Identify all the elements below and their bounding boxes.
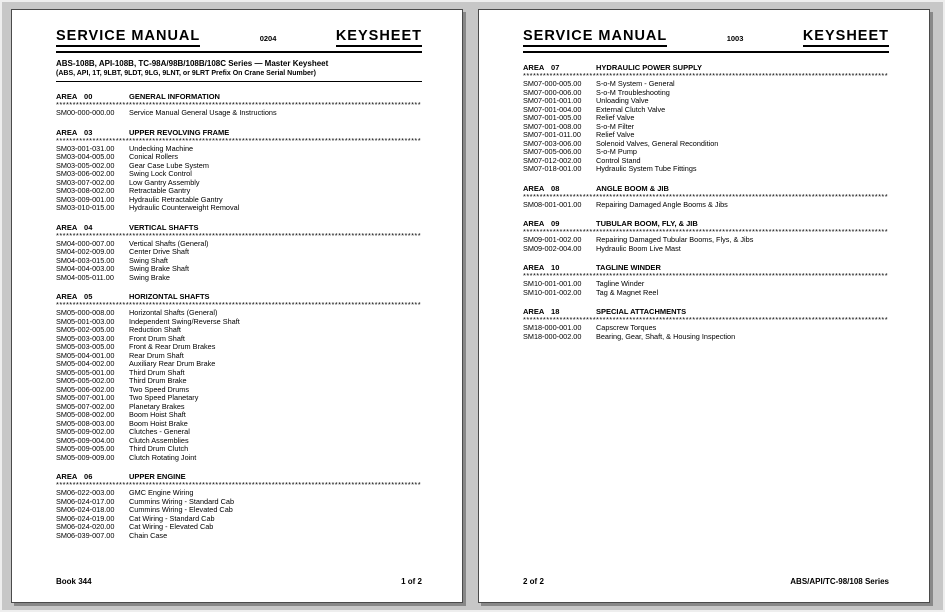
document-subtitle: (ABS, API, 1T, 9LBT, 9LDT, 9LG, 9LNT, or 9LRT Prefix On Crane Serial Number): [56, 70, 316, 77]
entry-description: Service Manual General Usage & Instructions: [129, 108, 277, 117]
entry-code: SM08-001-001.00: [523, 199, 582, 209]
entry-description: Clutches - General: [129, 427, 190, 436]
entry-description: Hydraulic System Tube Fittings: [596, 164, 697, 173]
section: [56, 472, 422, 540]
entry-code: SM07-001-005.00: [523, 113, 582, 122]
section-header: [56, 128, 422, 137]
entry-code: SM06-024-019.00: [56, 513, 115, 523]
section: [56, 92, 422, 118]
keysheet-heading: KEYSHEET: [803, 28, 889, 47]
entry-description: Low Gantry Assembly: [129, 177, 200, 187]
entry-description: Front Drum Shaft: [129, 333, 185, 343]
entry-code: SM00-000-000.00: [56, 108, 115, 117]
footer-page-number: 2 of 2: [523, 577, 544, 586]
entry-code: SM05-007-001.00: [56, 393, 115, 402]
entry-description: Relief Valve: [596, 113, 635, 122]
entry-description: Solenoid Valves, General Recondition: [596, 138, 719, 148]
entry-code: SM09-001-002.00: [523, 235, 582, 244]
entry-description: Repairing Damaged Angle Booms & Jibs: [596, 199, 728, 209]
entry-description: Swing Shaft: [129, 255, 168, 265]
entry-description: Tagline Winder: [596, 279, 645, 288]
entry-description: Conical Rollers: [129, 152, 179, 161]
section-header: [56, 472, 422, 481]
entry-code: SM09-002-004.00: [523, 243, 582, 253]
entry-code: SM04-004-003.00: [56, 264, 115, 273]
entry-code: SM05-008-002.00: [56, 410, 115, 419]
section-title: HORIZONTAL SHAFTS: [129, 292, 210, 301]
area-label: AREA 10: [523, 263, 560, 272]
section-header: [523, 263, 889, 272]
entry-description: Bearing, Gear, Shaft, & Housing Inspection: [596, 331, 736, 341]
section: [523, 307, 889, 341]
entry-row: [56, 532, 422, 541]
entry-description: Gear Case Lube System: [129, 160, 209, 170]
section-header: [523, 184, 889, 193]
entry-description: Reduction Shaft: [129, 325, 181, 334]
entry-description: Clutch Rotating Joint: [129, 452, 197, 462]
entry-code: SM05-000-008.00: [56, 308, 115, 317]
entry-description: S-o-M Filter: [596, 121, 635, 131]
entry-description: S-o-M Pump: [596, 147, 637, 156]
entry-code: SM03-004-005.00: [56, 152, 115, 161]
entry-row: [56, 454, 422, 463]
page-header: [56, 28, 422, 47]
entry-description: Auxiliary Rear Drum Brake: [129, 359, 216, 368]
entry-description: Boom Hoist Shaft: [129, 410, 186, 419]
entry-code: SM07-001-011.00: [523, 130, 581, 139]
entry-code: SM03-007-002.00: [56, 177, 115, 187]
service-manual-heading: SERVICE MANUAL: [523, 28, 667, 47]
entry-description: Boom Hoist Brake: [129, 418, 188, 428]
title-rule: [56, 81, 422, 82]
entry-description: Undecking Machine: [129, 143, 194, 153]
entry-description: S-o-M System - General: [596, 79, 675, 88]
page-code: 0204: [259, 34, 277, 43]
entry-description: Cat Wiring - Elevated Cab: [129, 522, 214, 531]
page-2-content: [479, 10, 929, 602]
section-title: HYDRAULIC POWER SUPPLY: [596, 63, 702, 72]
footer-series-label: ABS/API/TC-98/108 Series: [790, 577, 889, 586]
entry-code: SM05-003-005.00: [56, 342, 115, 351]
keysheet-heading: KEYSHEET: [336, 28, 422, 47]
entry-code: SM03-010-015.00: [56, 203, 115, 212]
section-title: UPPER ENGINE: [129, 472, 186, 481]
section: [523, 63, 889, 174]
area-label: AREA 06: [56, 472, 93, 481]
section: [523, 263, 889, 297]
section-title: GENERAL INFORMATION: [129, 92, 220, 101]
entry-code: SM06-039-007.00: [56, 530, 115, 540]
entry-code: SM06-022-003.00: [56, 488, 115, 497]
page-code: 1003: [726, 34, 744, 43]
section: [56, 128, 422, 213]
page-1: [11, 9, 463, 603]
area-label: AREA 03: [56, 127, 93, 137]
entry-description: Hydraulic Retractable Gantry: [129, 194, 223, 204]
entry-description: Chain Case: [129, 530, 168, 540]
entry-description: Clutch Assemblies: [129, 435, 189, 445]
entry-code: SM05-007-002.00: [56, 401, 115, 411]
entry-description: Vertical Shafts (General): [129, 238, 209, 248]
entry-code: SM07-012-002.00: [523, 155, 582, 165]
entry-code: SM07-001-001.00: [523, 96, 582, 105]
entry-description: Swing Lock Control: [129, 169, 192, 178]
page-footer: [56, 577, 422, 586]
entry-row: [523, 333, 889, 342]
entry-code: SM05-002-005.00: [56, 325, 115, 334]
page-1-content: [12, 10, 462, 602]
entry-description: Third Drum Clutch: [129, 444, 189, 453]
section: [56, 223, 422, 283]
entry-description: Third Drum Brake: [129, 376, 187, 385]
entry-description: Front & Rear Drum Brakes: [129, 342, 216, 351]
entry-code: SM05-006-002.00: [56, 384, 115, 394]
entry-description: Hydraulic Counterweight Removal: [129, 203, 240, 212]
area-label: AREA 09: [523, 219, 560, 228]
entry-description: Third Drum Shaft: [129, 367, 185, 377]
entry-code: SM04-000-007.00: [56, 238, 115, 248]
entry-code: SM10-001-002.00: [523, 287, 582, 297]
asterisk-divider: **************************************************************************************************************: [56, 481, 422, 489]
entry-code: SM05-004-001.00: [56, 350, 115, 360]
section-title: TAGLINE WINDER: [596, 263, 661, 272]
entry-code: SM06-024-018.00: [56, 505, 115, 514]
section-title: VERTICAL SHAFTS: [129, 222, 199, 232]
entry-code: SM06-024-020.00: [56, 522, 115, 531]
entry-row: [56, 204, 422, 213]
entry-description: Center Drive Shaft: [129, 247, 190, 256]
section: [56, 292, 422, 462]
section-header: [523, 219, 889, 228]
section-title: TUBULAR BOOM, FLY, & JIB: [596, 219, 698, 228]
entry-code: SM03-001-031.00: [56, 143, 115, 153]
entry-code: SM04-005-011.00: [56, 272, 114, 282]
page-footer: [523, 577, 889, 586]
entry-description: Cat Wiring - Standard Cab: [129, 513, 215, 523]
asterisk-divider: **************************************************************************************************************: [523, 192, 889, 201]
entry-description: Planetary Brakes: [129, 401, 185, 411]
page-header: [523, 28, 889, 47]
entry-description: Unloading Valve: [596, 96, 649, 105]
section-header: [56, 292, 422, 301]
entry-description: Hydraulic Boom Live Mast: [596, 243, 681, 253]
entry-code: SM07-000-006.00: [523, 87, 582, 97]
entry-code: SM04-002-009.00: [56, 247, 115, 256]
entry-code: SM18-000-002.00: [523, 331, 582, 341]
entry-code: SM05-009-009.00: [56, 452, 115, 462]
entry-code: SM03-005-002.00: [56, 160, 115, 170]
area-label: AREA 00: [56, 92, 93, 101]
entry-code: SM07-000-005.00: [523, 79, 582, 88]
section-title: SPECIAL ATTACHMENTS: [596, 307, 687, 316]
footer-page-number: 1 of 2: [401, 577, 422, 586]
entry-code: SM03-009-001.00: [56, 194, 115, 204]
section: [523, 219, 889, 253]
entry-code: SM07-001-008.00: [523, 121, 582, 131]
sections-page-2: [523, 63, 889, 341]
entry-code: SM07-003-006.00: [523, 138, 582, 148]
area-label: AREA 07: [523, 63, 560, 72]
asterisk-divider: **************************************************************************************************************: [523, 272, 889, 280]
entry-description: Repairing Damaged Tubular Booms, Flys, & Jibs: [596, 235, 754, 244]
entry-description: Capscrew Torques: [596, 323, 657, 332]
entry-row: [56, 274, 422, 283]
section-header: [523, 307, 889, 316]
entry-description: External Clutch Valve: [596, 104, 666, 114]
entry-description: Two Speed Planetary: [129, 393, 199, 402]
title-block: [56, 59, 422, 82]
entry-description: Relief Valve: [596, 130, 635, 139]
entry-code: SM06-024-017.00: [56, 496, 115, 506]
section-title: UPPER REVOLVING FRAME: [129, 127, 230, 137]
entry-row: [523, 165, 889, 174]
area-label: AREA 04: [56, 222, 93, 232]
entry-code: SM05-009-004.00: [56, 435, 115, 445]
asterisk-divider: **************************************************************************************************************: [56, 101, 422, 109]
sections-page-1: [56, 92, 422, 540]
section-header: [523, 63, 889, 72]
entry-code: SM05-003-003.00: [56, 333, 115, 343]
asterisk-divider: **************************************************************************************************************: [56, 136, 422, 145]
entry-row: [523, 201, 889, 210]
asterisk-divider: **************************************************************************************************************: [523, 228, 889, 236]
entry-description: Horizontal Shafts (General): [129, 308, 218, 317]
section-title: ANGLE BOOM & JIB: [596, 183, 669, 193]
entry-description: Control Stand: [596, 155, 641, 165]
entry-code: SM10-001-001.00: [523, 279, 582, 288]
entry-code: SM05-005-001.00: [56, 367, 115, 377]
section-header: [56, 92, 422, 101]
entry-description: Tag & Magnet Reel: [596, 287, 659, 297]
entry-code: SM07-018-001.00: [523, 164, 582, 173]
entry-description: Swing Brake: [129, 272, 170, 282]
area-label: AREA 18: [523, 307, 560, 316]
page-2: [478, 9, 930, 603]
entry-code: SM03-008-002.00: [56, 186, 115, 195]
entry-row: [56, 109, 422, 118]
entry-code: SM07-001-004.00: [523, 104, 582, 114]
entry-description: Cummins Wiring - Standard Cab: [129, 496, 235, 506]
entry-description: Swing Brake Shaft: [129, 264, 190, 273]
entry-code: SM18-000-001.00: [523, 323, 582, 332]
entry-description: GMC Engine Wiring: [129, 488, 194, 497]
entry-code: SM05-008-003.00: [56, 418, 115, 428]
entry-row: [523, 245, 889, 254]
footer-book-label: Book 344: [56, 577, 92, 586]
asterisk-divider: **************************************************************************************************************: [523, 72, 889, 80]
entry-description: Cummins Wiring - Elevated Cab: [129, 505, 233, 514]
entry-code: SM03-006-002.00: [56, 169, 115, 178]
area-label: AREA 05: [56, 292, 93, 301]
section: [523, 184, 889, 210]
entry-code: SM05-004-002.00: [56, 359, 115, 368]
entry-code: SM05-005-002.00: [56, 376, 115, 385]
service-manual-heading: SERVICE MANUAL: [56, 28, 200, 47]
header-rule: [56, 51, 422, 53]
entry-description: Retractable Gantry: [129, 186, 191, 195]
asterisk-divider: **************************************************************************************************************: [56, 301, 422, 309]
entry-description: Rear Drum Shaft: [129, 350, 184, 360]
area-label: AREA 08: [523, 183, 560, 193]
entry-code: SM07-005-006.00: [523, 147, 582, 156]
document-title: ABS-108B, API-108B, TC-98A/98B/108B/108C Series — Master Keysheet: [56, 59, 329, 68]
entry-description: S-o-M Troubleshooting: [596, 87, 670, 97]
entry-row: [523, 289, 889, 298]
header-rule: [523, 51, 889, 53]
entry-code: SM05-009-005.00: [56, 444, 115, 453]
entry-description: Independent Swing/Reverse Shaft: [129, 316, 240, 326]
entry-code: SM04-003-015.00: [56, 255, 115, 265]
entry-code: SM05-009-002.00: [56, 427, 115, 436]
asterisk-divider: **************************************************************************************************************: [56, 231, 422, 240]
section-header: [56, 223, 422, 232]
asterisk-divider: **************************************************************************************************************: [523, 316, 889, 324]
entry-description: Two Speed Drums: [129, 384, 190, 394]
entry-code: SM05-001-003.00: [56, 316, 115, 326]
